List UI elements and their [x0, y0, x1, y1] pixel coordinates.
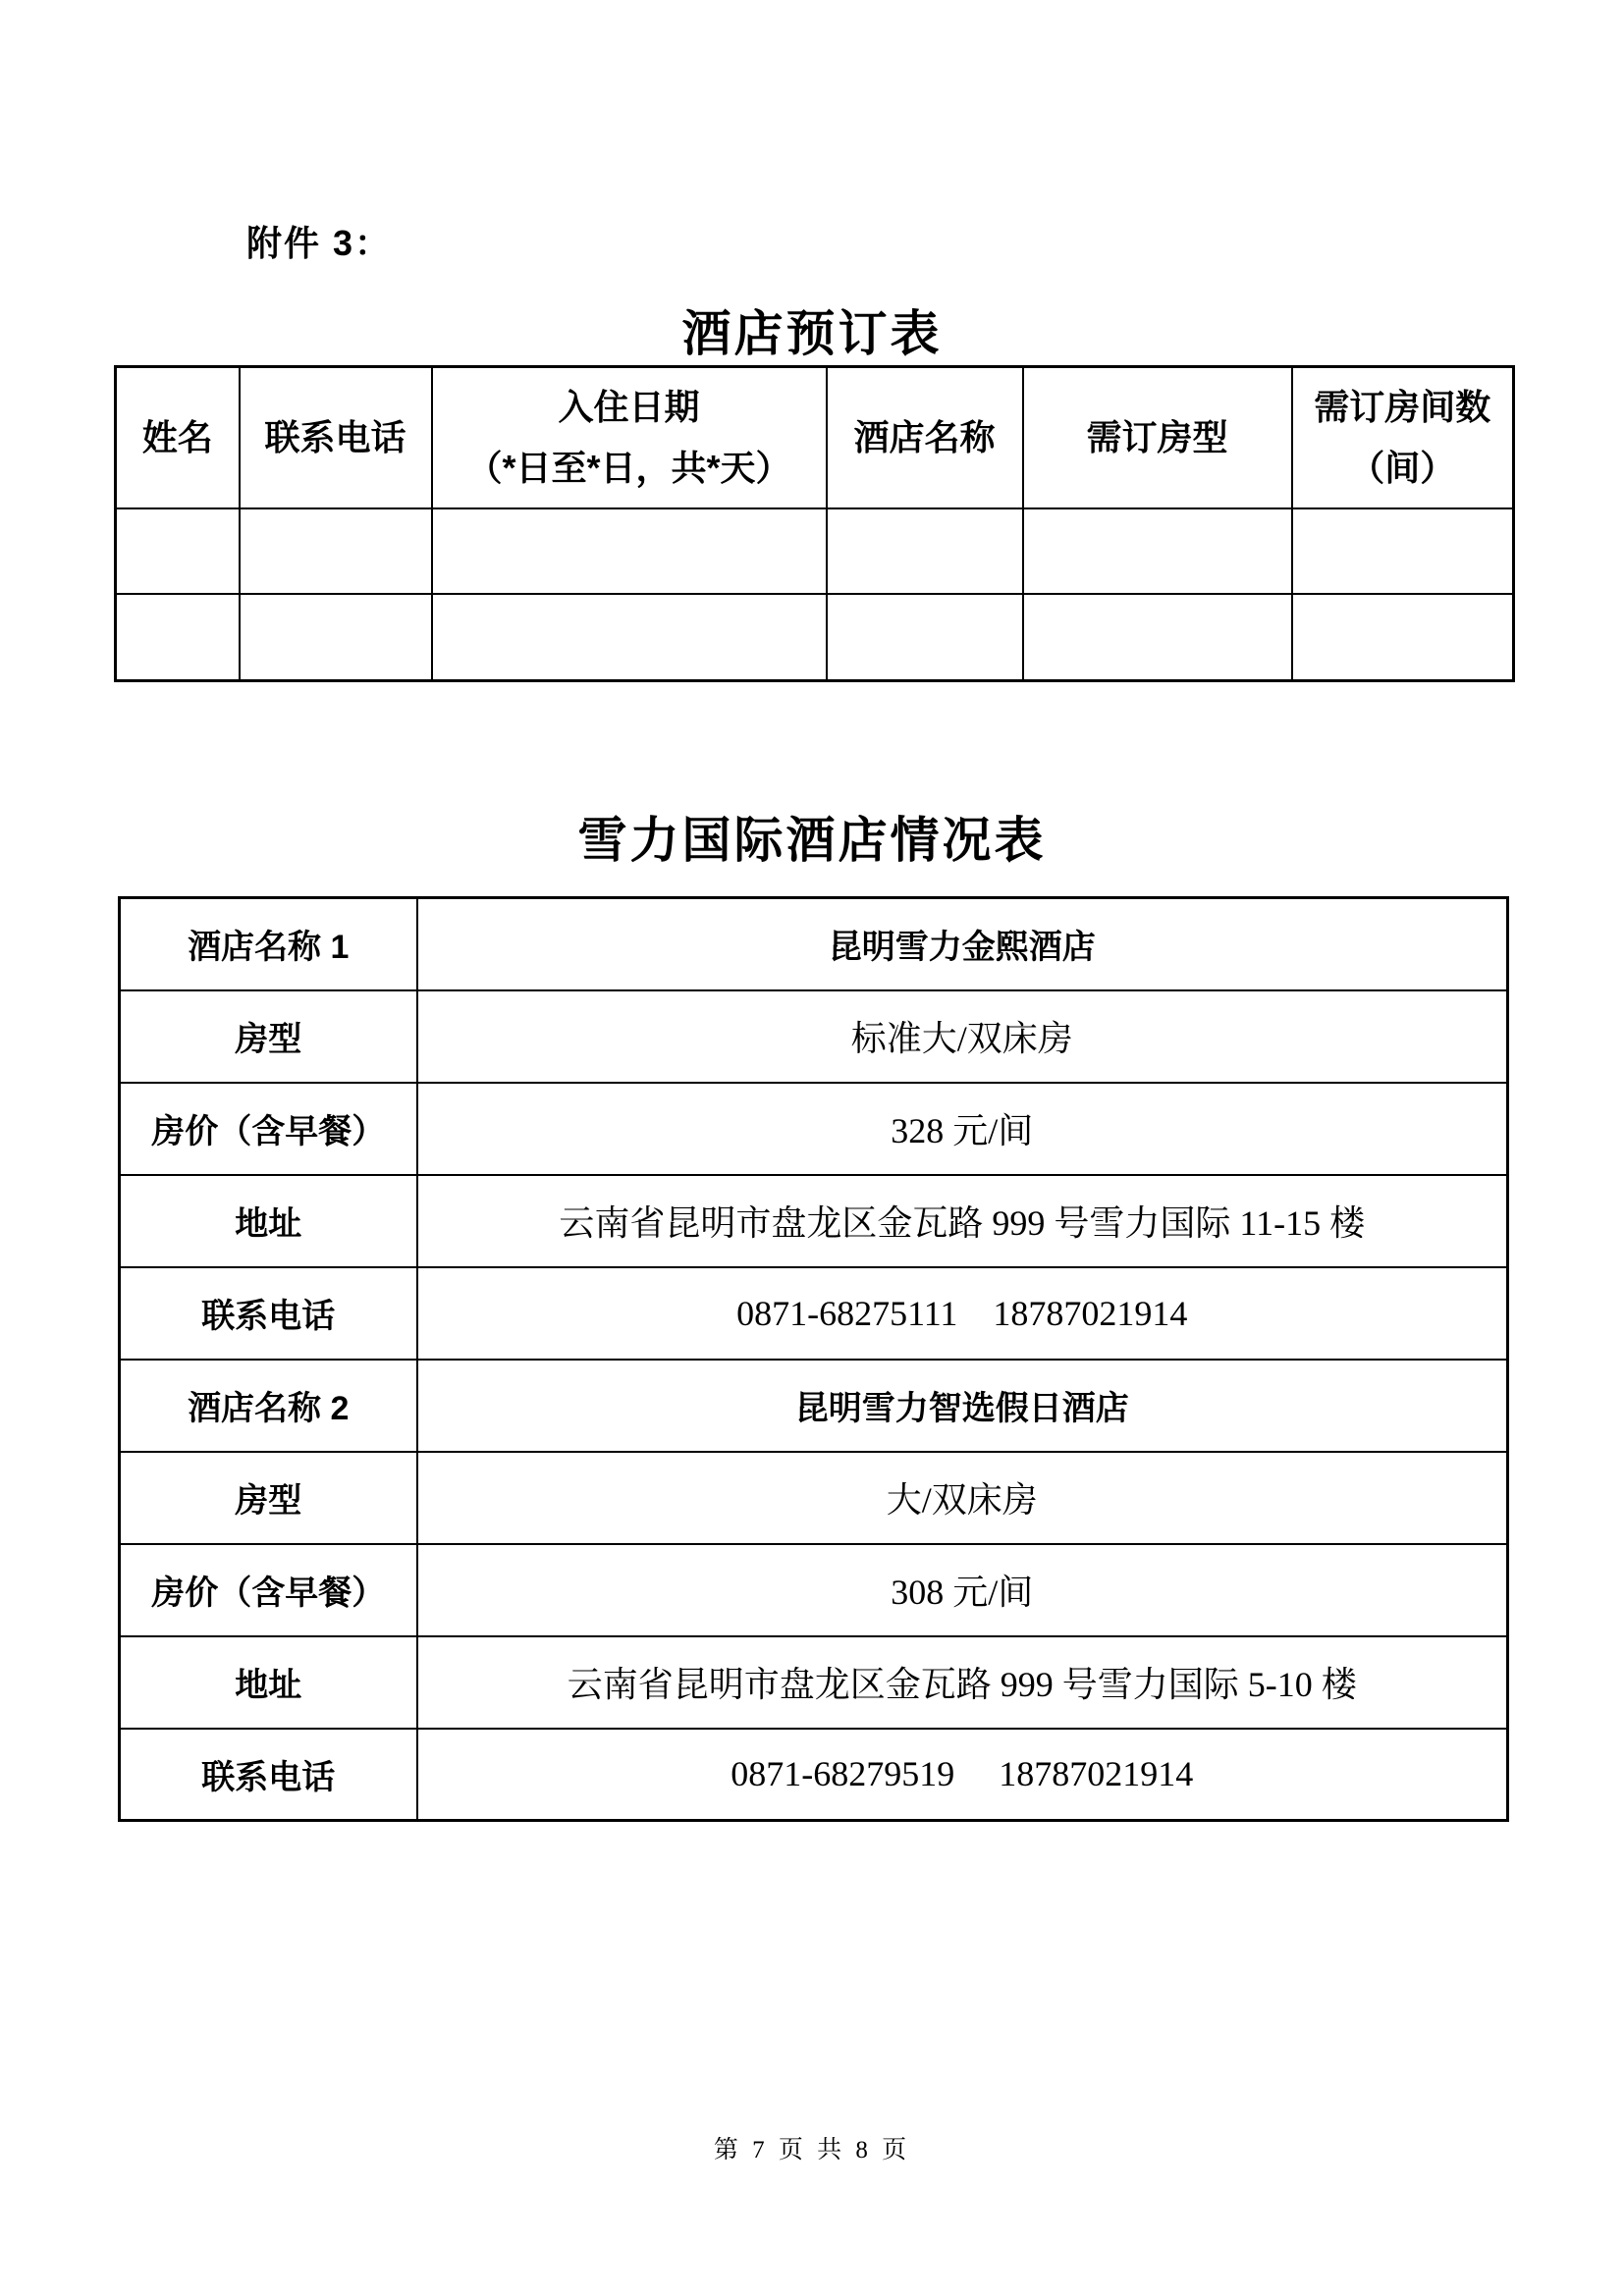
column-header-label: 需订房型: [1086, 416, 1228, 457]
column-header-name: [116, 367, 240, 508]
booking-header-row: [116, 367, 1514, 508]
row-label: 地址: [120, 1175, 417, 1267]
row-value: 328 元/间: [417, 1083, 1508, 1175]
column-header-label: 需订房间数: [1314, 386, 1491, 427]
column-header-room-type: [1023, 367, 1292, 508]
row-value: 昆明雪力智选假日酒店: [417, 1360, 1508, 1452]
row-label: 房价（含早餐）: [120, 1083, 417, 1175]
row-value: 308 元/间: [417, 1544, 1508, 1636]
empty-cell: [432, 508, 827, 594]
row-value: 标准大/双床房: [417, 990, 1508, 1083]
row-value: 云南省昆明市盘龙区金瓦路 999 号雪力国际 11-15 楼: [417, 1175, 1508, 1267]
column-header-sublabel: （间）: [1349, 447, 1456, 488]
empty-cell: [1292, 594, 1514, 681]
row-label: 酒店名称 1: [120, 898, 417, 990]
page-number-footer: 第 7 页 共 8 页: [713, 2137, 911, 2163]
row-label: 房型: [120, 990, 417, 1083]
column-header-label: 入住日期: [558, 386, 700, 427]
row-value: 昆明雪力金熙酒店: [417, 898, 1508, 990]
row-label: 联系电话: [120, 1267, 417, 1360]
booking-table: [114, 365, 1515, 682]
column-header-hotel-name: [827, 367, 1023, 508]
row-value: 0871-68275111 18787021914: [417, 1267, 1508, 1360]
hotel-row-phone: [120, 1729, 1508, 1821]
column-header-phone: [240, 367, 432, 508]
hotel-table-title: 雪力国际酒店情况表: [577, 813, 1047, 868]
hotel-info-table: [118, 896, 1509, 1822]
hotel-row-price: [120, 1544, 1508, 1636]
booking-table-title: 酒店预订表: [681, 306, 943, 361]
empty-cell: [1023, 594, 1292, 681]
row-value: 大/双床房: [417, 1452, 1508, 1544]
row-label: 酒店名称 2: [120, 1360, 417, 1452]
row-value: 0871-68279519 18787021914: [417, 1729, 1508, 1821]
row-label: 地址: [120, 1636, 417, 1729]
empty-cell: [1292, 508, 1514, 594]
empty-cell: [1023, 508, 1292, 594]
booking-empty-row: [116, 508, 1514, 594]
row-label: 联系电话: [120, 1729, 417, 1821]
column-header-label: 姓名: [141, 416, 213, 457]
empty-cell: [116, 594, 240, 681]
column-header-sublabel: （*日至*日，共*天）: [466, 447, 791, 488]
hotel-row-address: [120, 1636, 1508, 1729]
booking-empty-row: [116, 594, 1514, 681]
hotel-row-name-2: [120, 1360, 1508, 1452]
hotel-row-room-type: [120, 1452, 1508, 1544]
empty-cell: [240, 594, 432, 681]
column-header-label: 联系电话: [264, 416, 406, 457]
hotel-row-name-1: [120, 898, 1508, 990]
column-header-checkin-date: [432, 367, 827, 508]
empty-cell: [240, 508, 432, 594]
empty-cell: [827, 594, 1023, 681]
hotel-row-room-type: [120, 990, 1508, 1083]
row-label: 房价（含早餐）: [120, 1544, 417, 1636]
empty-cell: [116, 508, 240, 594]
row-label: 房型: [120, 1452, 417, 1544]
hotel-row-address: [120, 1175, 1508, 1267]
column-header-label: 酒店名称: [853, 416, 996, 457]
row-value: 云南省昆明市盘龙区金瓦路 999 号雪力国际 5-10 楼: [417, 1636, 1508, 1729]
empty-cell: [432, 594, 827, 681]
hotel-row-phone: [120, 1267, 1508, 1360]
hotel-row-price: [120, 1083, 1508, 1175]
attachment-label: 附件 3：: [246, 223, 393, 263]
column-header-room-count: [1292, 367, 1514, 508]
empty-cell: [827, 508, 1023, 594]
